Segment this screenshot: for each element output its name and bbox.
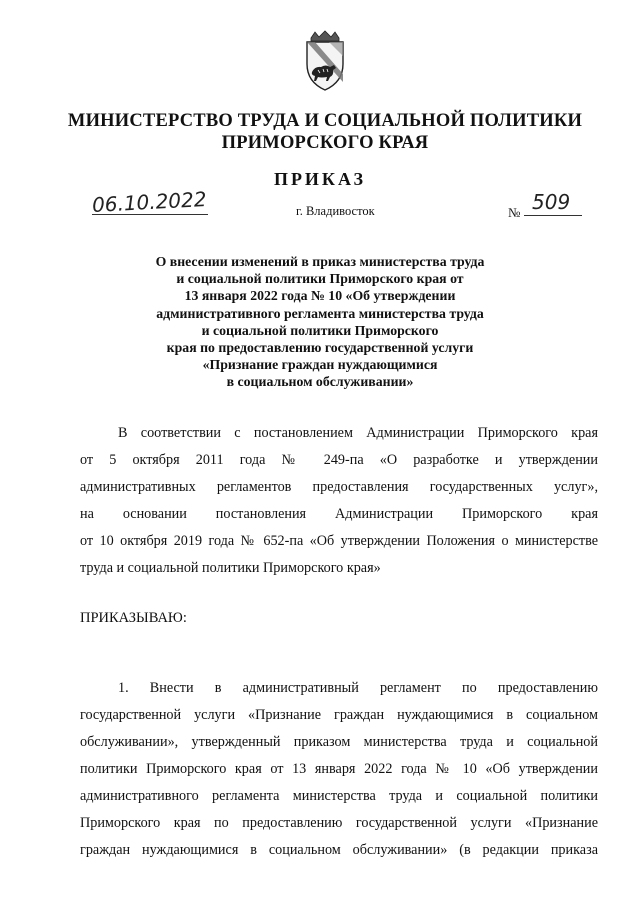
preamble-line: от 10 октября 2019 года № 652-па «Об утверждении Положения о министерстве xyxy=(80,533,598,549)
preamble-line: В соответствии с постановлением Администрации Приморского края xyxy=(118,425,598,441)
item-1-line: 1. Внести в административный регламент по предоставлению xyxy=(118,680,598,696)
preamble-line: административных регламентов предоставления государственных услуг», xyxy=(80,479,598,495)
item-1-line: административного регламента министерства труда и социальной политики xyxy=(80,788,598,804)
order-number-underline xyxy=(524,215,582,216)
item-1-line: обслуживании», утвержденный приказом министерства труда и социальной xyxy=(80,734,598,750)
coat-of-arms-icon xyxy=(299,30,351,92)
preamble-line: на основании постановления Администрации Приморского края xyxy=(80,506,598,522)
order-date-underline xyxy=(92,214,208,215)
item-1-paragraph xyxy=(80,675,598,864)
subject-line: и социальной политики Приморского xyxy=(201,322,439,338)
item-1-line: Приморского края по предоставлению государственной услуги «Признание xyxy=(80,815,598,831)
subject-line: и социальной политики Приморского края от xyxy=(176,271,464,287)
preamble-line: от 5 октября 2011 года № 249-па «О разработке и утверждении xyxy=(80,452,598,468)
item-1-line: политики Приморского края от 13 января 2022 года № 10 «Об утверждении xyxy=(80,761,598,777)
subject-line: края по предоставлению государственной услуги xyxy=(166,340,474,356)
order-date-value: 06.10.2022 xyxy=(91,187,208,217)
subject-line: О внесении изменений в приказ министерства труда xyxy=(155,254,485,269)
subject-line: в социальном обслуживании» xyxy=(226,374,414,390)
order-city: г. Владивосток xyxy=(296,204,375,218)
preamble-paragraph xyxy=(80,420,598,582)
order-title: ПРИКАЗ xyxy=(273,169,367,189)
order-subject xyxy=(120,253,520,391)
order-date xyxy=(91,187,208,217)
ministry-name xyxy=(60,110,590,154)
order-command: ПРИКАЗЫВАЮ: xyxy=(80,610,187,626)
subject-line: «Признание граждан нуждающимися xyxy=(202,357,438,373)
order-number-value: 509 xyxy=(532,190,571,214)
order-number-label: № xyxy=(508,205,521,220)
item-1-line: граждан нуждающимися в социальном обслуживании» (в редакции приказа xyxy=(80,842,598,858)
order-number xyxy=(524,190,584,218)
ministry-line-1: МИНИСТЕРСТВО ТРУДА И СОЦИАЛЬНОЙ ПОЛИТИКИ xyxy=(67,111,583,131)
subject-line: 13 января 2022 года № 10 «Об утверждении xyxy=(184,288,456,304)
subject-line: административного регламента министерства труда xyxy=(156,305,484,321)
preamble-line: труда и социальной политики Приморского края» xyxy=(80,560,381,576)
item-1-line: государственной услуги «Признание граждан нуждающимися в социальном xyxy=(80,707,598,723)
ministry-line-2: ПРИМОРСКОГО КРАЯ xyxy=(221,133,429,153)
